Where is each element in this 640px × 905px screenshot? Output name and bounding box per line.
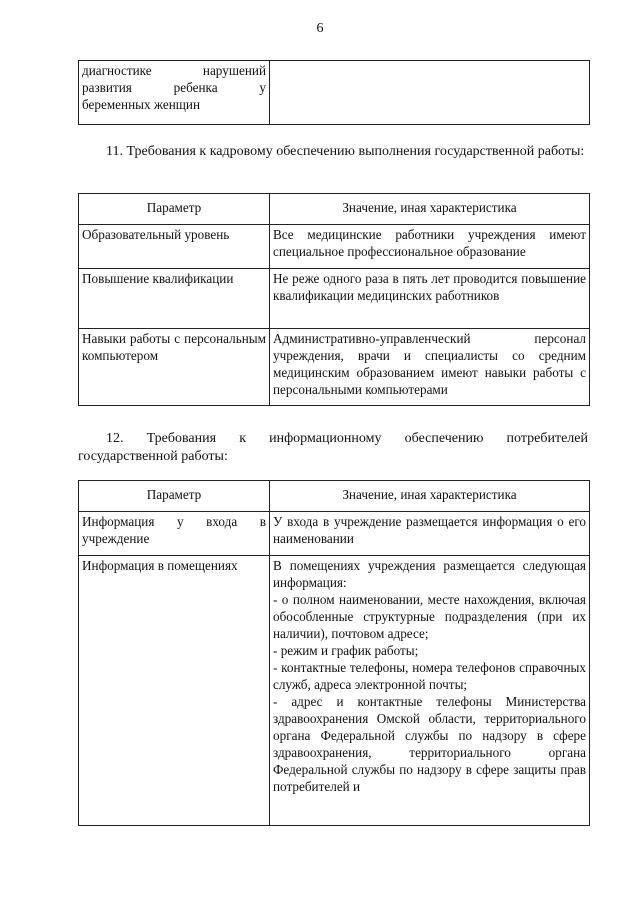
cell-line: диагностике нарушений bbox=[82, 63, 266, 78]
list-item: - контактные телефоны, номера телефонов справочных служб, адреса электронной почты; bbox=[273, 660, 586, 692]
value-intro: В помещениях учреждения размещается следующая информация: bbox=[273, 558, 586, 590]
value-cell bbox=[270, 556, 590, 826]
continuation-table bbox=[78, 60, 590, 125]
information-requirements-table bbox=[78, 480, 590, 826]
column-header-param: Параметр bbox=[79, 481, 270, 512]
section-12-heading: 12. Требования к информационному обеспечению потребителей государственной работы: bbox=[78, 431, 588, 464]
cell-line: развития ребенка у bbox=[82, 80, 266, 95]
list-item: - адрес и контактные телефоны Министерства здравоохранения Омской области, территориального органа Федеральной службы по надзору в сфере здравоохранения, территориального органа Федеральной службы по надзору в сфере защиты прав потребителей и bbox=[273, 694, 586, 794]
param-cell: Образовательный уровень bbox=[79, 225, 270, 269]
table-row bbox=[79, 512, 590, 556]
table-header-row bbox=[79, 194, 590, 225]
table-row bbox=[79, 61, 590, 125]
cell-line: беременных женщин bbox=[82, 97, 201, 112]
continuation-param-cell bbox=[79, 61, 270, 125]
table-header-row bbox=[79, 481, 590, 512]
param-cell: Навыки работы с персональным компьютером bbox=[79, 329, 270, 406]
value-cell: У входа в учреждение размещается информация о его наименовании bbox=[270, 512, 590, 556]
param-cell: Информация в помещениях bbox=[79, 556, 270, 826]
section-11-heading: 11. Требования к кадровому обеспечению выполнения государственной работы: bbox=[106, 144, 585, 159]
param-cell: Повышение квалификации bbox=[79, 269, 270, 329]
value-cell: Все медицинские работники учреждения имеют специальное профессиональное образование bbox=[270, 225, 590, 269]
column-header-value: Значение, иная характеристика bbox=[270, 194, 590, 225]
table-row bbox=[79, 556, 590, 826]
staffing-requirements-table bbox=[78, 193, 590, 406]
value-cell: Административно-управленческий персонал учреждения, врачи и специалисты со средним медицинским образованием имеют навыки работы с персональными компьютерами bbox=[270, 329, 590, 406]
param-cell: Информация у входа в учреждение bbox=[79, 512, 270, 556]
table-row bbox=[79, 269, 590, 329]
list-item: - о полном наименовании, месте нахождения, включая обособленные структурные подразделения (при их наличии), почтовом адресе; bbox=[273, 592, 586, 641]
table-row bbox=[79, 225, 590, 269]
continuation-value-cell bbox=[270, 61, 590, 125]
column-header-value: Значение, иная характеристика bbox=[270, 481, 590, 512]
value-cell: Не реже одного раза в пять лет проводится повышение квалификации медицинских работников bbox=[270, 269, 590, 329]
column-header-param: Параметр bbox=[79, 194, 270, 225]
page-number: 6 bbox=[316, 21, 324, 36]
table-row bbox=[79, 329, 590, 406]
list-item: - режим и график работы; bbox=[273, 643, 419, 658]
